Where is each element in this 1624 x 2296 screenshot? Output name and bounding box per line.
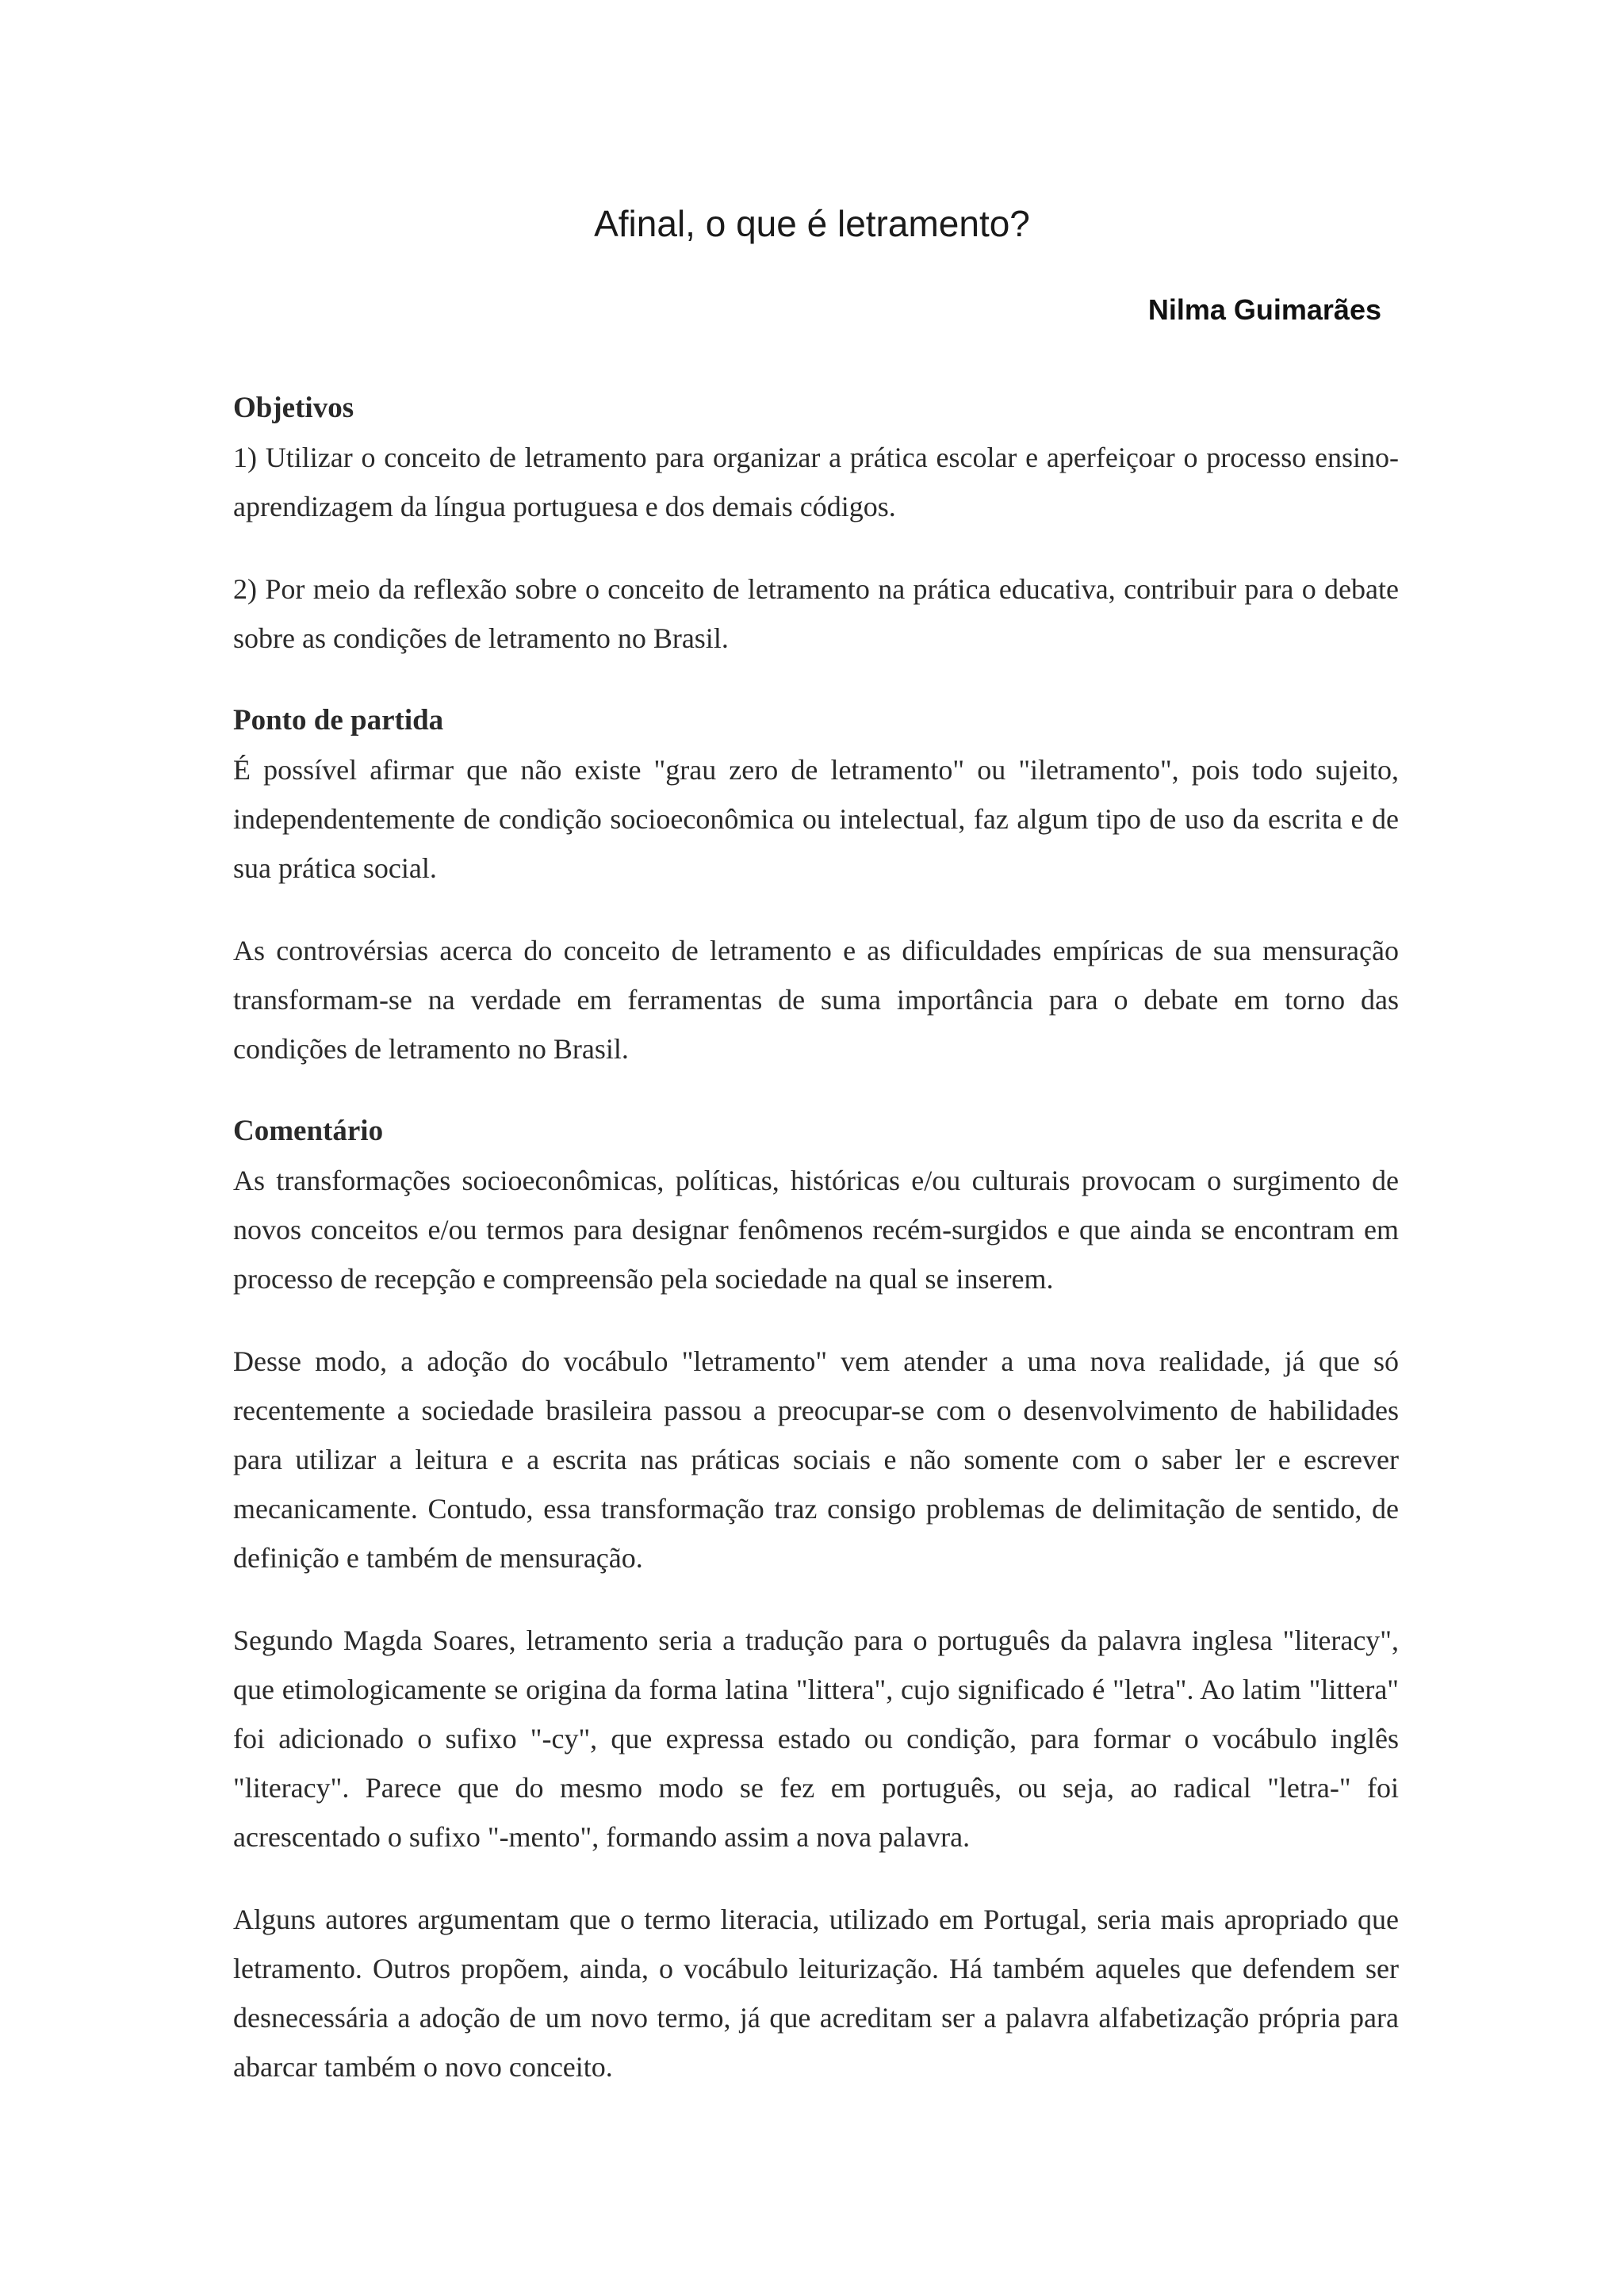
paragraph-objetivos-2: 2) Por meio da reflexão sobre o conceito de letramento na prática educativa, contribuir para o debate sobre as condições de letramento no Brasil. bbox=[233, 573, 1399, 654]
section-heading-objetivos: Objetivos bbox=[233, 392, 354, 424]
paragraph-comentario-1: As transformações socioeconômicas, políticas, históricas e/ou culturais provocam o surgimento de novos conceitos e/ou termos para designar fenômenos recém-surgidos e que ainda se encontram em processo de recepção e compreensão pela sociedade na qual se inserem. bbox=[233, 1165, 1399, 1295]
page-title: Afinal, o que é letramento? bbox=[594, 203, 1030, 244]
section-heading-ponto-de-partida: Ponto de partida bbox=[233, 704, 444, 737]
paragraph-objetivos-1: 1) Utilizar o conceito de letramento para organizar a prática escolar e aperfeiçoar o processo ensino-aprendizagem da língua portuguesa e dos demais códigos. bbox=[233, 442, 1399, 522]
paragraph-ponto-de-partida-1: É possível afirmar que não existe "grau zero de letramento" ou "iletramento", pois todo sujeito, independentemente de condição socioeconômica ou intelectual, faz algum tipo de uso da escrita e de sua prática social. bbox=[233, 754, 1399, 884]
paragraph-ponto-de-partida-2: As controvérsias acerca do conceito de letramento e as dificuldades empíricas de sua mensuração transformam-se na verdade em ferramentas de suma importância para o debate em torno das condições de letramento no Brasil. bbox=[233, 935, 1399, 1065]
document-body bbox=[233, 384, 1399, 2091]
paragraph-comentario-4: Alguns autores argumentam que o termo literacia, utilizado em Portugal, seria mais apropriado que letramento. Outros propõem, ainda, o vocábulo leiturização. Há também aqueles que defendem ser desnecessária a adoção de um novo termo, já que acreditam ser a palavra alfabetização própria para abarcar também o novo conceito. bbox=[233, 1904, 1399, 2083]
section-heading-comentario: Comentário bbox=[233, 1115, 384, 1147]
author-name: Nilma Guimarães bbox=[1147, 293, 1381, 326]
paragraph-comentario-2: Desse modo, a adoção do vocábulo "letramento" vem atender a uma nova realidade, já que só recentemente a sociedade brasileira passou a preocupar-se com o desenvolvimento de habilidades para utilizar a leitura e a escrita nas práticas sociais e não somente com o saber ler e escrever mecanicamente. Contudo, essa transformação traz consigo problemas de delimitação de sentido, de definição e também de mensuração. bbox=[233, 1345, 1399, 1574]
paragraph-comentario-3: Segundo Magda Soares, letramento seria a tradução para o português da palavra inglesa "literacy", que etimologicamente se origina da forma latina "littera", cujo significado é "letra". Ao latim "littera" foi adicionado o sufixo "-cy", que expressa estado ou condição, para formar o vocábulo inglês "literacy". Parece que do mesmo modo se fez em português, ou seja, ao radical "letra-" foi acrescentado o sufixo "-mento", formando assim a nova palavra. bbox=[233, 1624, 1399, 1853]
